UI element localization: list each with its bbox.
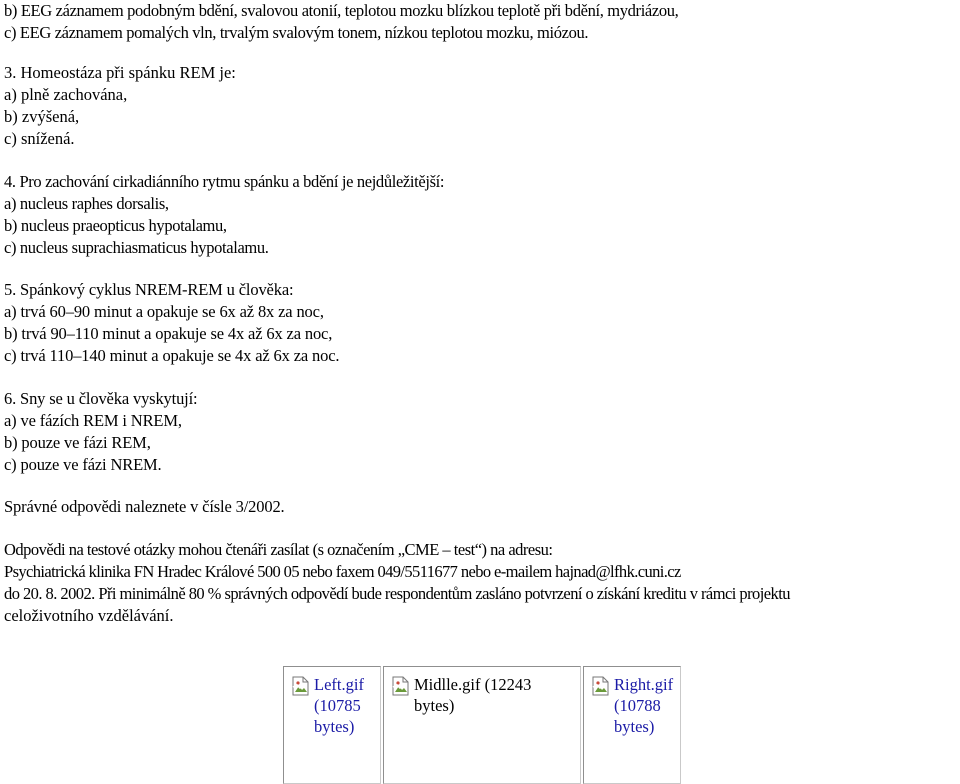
question-5-option-b: b) trvá 90–110 minut a opakuje se 4x až 6x za noc,: [4, 324, 333, 343]
contact-address: Psychiatrická klinika FN Hradec Králové 500 05 nebo faxem 049/5511677 nebo e-mailem hajnad@lfhk.cuni.cz: [4, 562, 681, 581]
submission-note: Odpovědi na testové otázky mohou čtenáři zasílat (s označením „CME – test“) na adresu:: [4, 540, 553, 559]
right-gif-placeholder[interactable]: [583, 666, 681, 784]
question-2-option-b: b) EEG záznamem podobným bdění, svalovou atonií, teplotou mozku blízkou teplotě při bdění, mydriázou,: [4, 1, 679, 20]
broken-image-icon: [290, 675, 312, 697]
question-6-option-b: b) pouze ve fázi REM,: [4, 433, 151, 452]
question-3-heading: 3. Homeostáza při spánku REM je:: [4, 63, 236, 82]
broken-image-icon: [590, 675, 612, 697]
question-4-option-c: c) nucleus suprachiasmaticus hypotalamu.: [4, 238, 269, 257]
question-6-option-a: a) ve fázích REM i NREM,: [4, 411, 182, 430]
question-4-heading: 4. Pro zachování cirkadiánního rytmu spánku a bdění je nejdůležitější:: [4, 172, 445, 191]
broken-image-icon: [390, 675, 412, 697]
question-5-option-a: a) trvá 60–90 minut a opakuje se 6x až 8x za noc,: [4, 302, 324, 321]
right-gif-alt-text[interactable]: Right.gif (10788 bytes): [614, 675, 674, 736]
question-3-option-c: c) snížená.: [4, 129, 75, 148]
deadline-note: do 20. 8. 2002. Při minimálně 80 % správných odpovědí bude respondentům zasláno potvrzení o získání kreditu v rámci projektu: [4, 584, 790, 603]
midlle-gif-placeholder: [383, 666, 581, 784]
question-6-heading: 6. Sny se u člověka vyskytují:: [4, 389, 198, 408]
deadline-note-end: celoživotního vzdělávání.: [4, 606, 174, 625]
question-5-option-c: c) trvá 110–140 minut a opakuje se 4x až 6x za noc.: [4, 346, 340, 365]
left-gif-placeholder[interactable]: [283, 666, 381, 784]
question-6-option-c: c) pouze ve fázi NREM.: [4, 455, 162, 474]
left-gif-alt-text[interactable]: Left.gif (10785 bytes): [314, 675, 364, 736]
question-5-heading: 5. Spánkový cyklus NREM-REM u člověka:: [4, 280, 294, 299]
question-4-option-b: b) nucleus praeopticus hypotalamu,: [4, 216, 227, 235]
answers-note: Správné odpovědi naleznete v čísle 3/2002.: [4, 497, 285, 516]
midlle-gif-alt-text: Midlle.gif (12243 bytes): [414, 675, 532, 715]
question-4-option-a: a) nucleus raphes dorsalis,: [4, 194, 169, 213]
question-3-option-a: a) plně zachována,: [4, 85, 128, 104]
question-3-option-b: b) zvýšená,: [4, 107, 80, 126]
question-2-option-c: c) EEG záznamem pomalých vln, trvalým svalovým tonem, nízkou teplotou mozku, miózou.: [4, 23, 589, 42]
